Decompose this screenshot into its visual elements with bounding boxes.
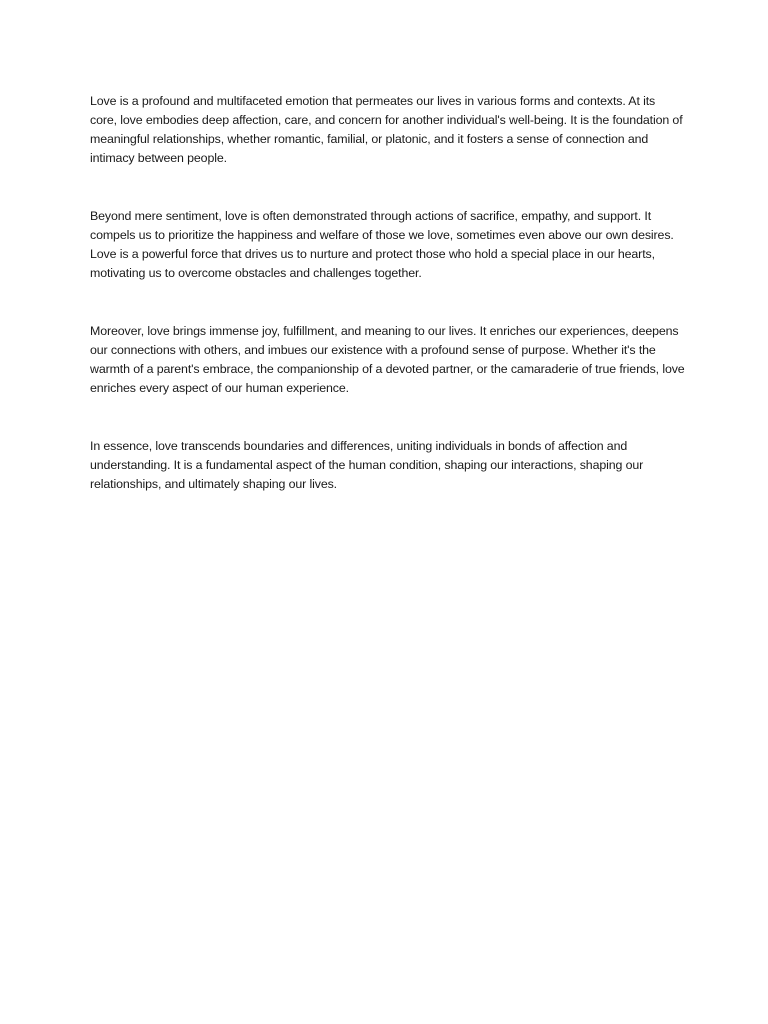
paragraph-1: Love is a profound and multifaceted emotion that permeates our lives in various forms and contexts. At its core, love embodies deep affection, care, and concern for another individual's well-being. It is the foundation of meaningful relationships, whether romantic, familial, or platonic, and it fosters a sense of connection and intimacy between people. <box>90 94 683 165</box>
paragraph-4: In essence, love transcends boundaries and differences, uniting individuals in bonds of affection and understanding. It is a fundamental aspect of the human condition, shaping our interactions, shaping our relationships, and ultimately shaping our lives. <box>90 439 644 491</box>
document-body <box>90 92 685 533</box>
paragraph-2: Beyond mere sentiment, love is often demonstrated through actions of sacrifice, empathy, and support. It compels us to prioritize the happiness and welfare of those we love, sometimes even above our own desires. Love is a powerful force that drives us to nurture and protect those who hold a special place in our hearts, motivating us to overcome obstacles and challenges together. <box>90 209 674 280</box>
paragraph-3: Moreover, love brings immense joy, fulfillment, and meaning to our lives. It enriches our experiences, deepens our connections with others, and imbues our existence with a profound sense of purpose. Whether it's the warmth of a parent's embrace, the companionship of a devoted partner, or the camaraderie of true friends, love enriches every aspect of our human experience. <box>90 324 685 395</box>
